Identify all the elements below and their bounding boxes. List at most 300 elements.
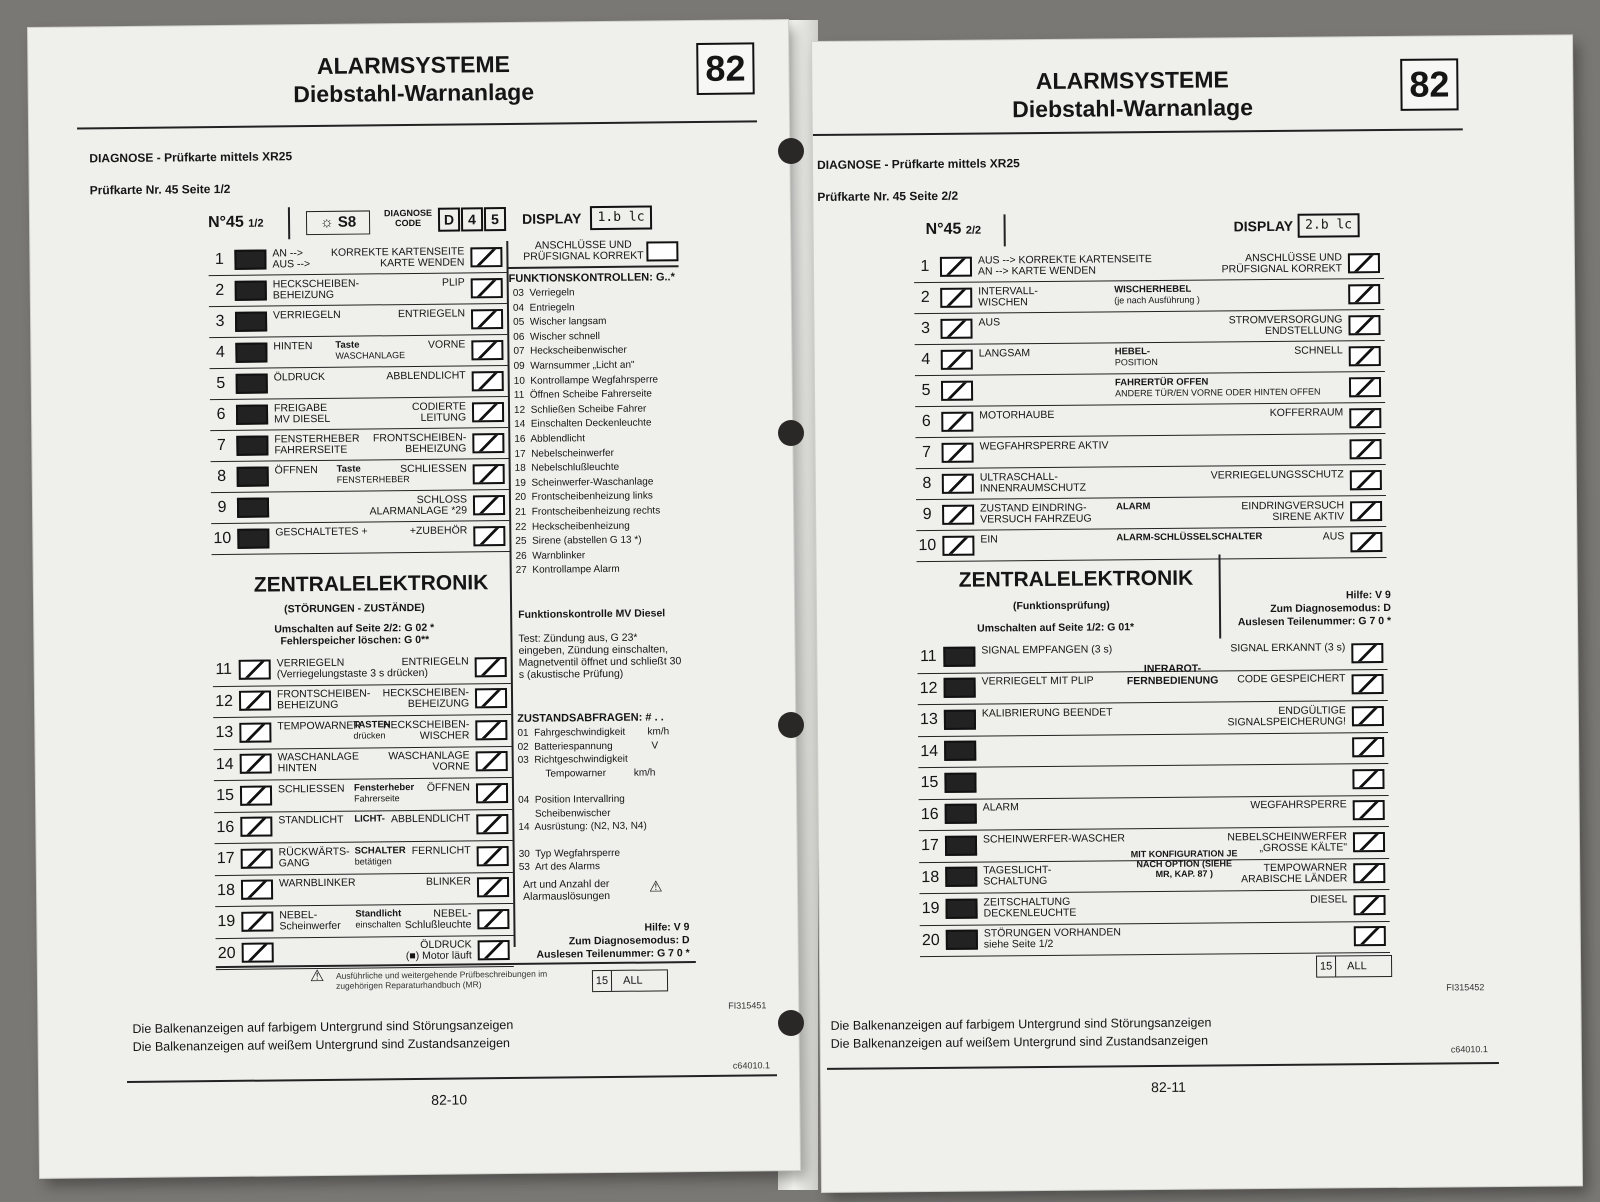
left-label-1: WEGFAHRSPERRE AKTIV <box>979 438 1109 453</box>
right-label-1: ÖFFNEN <box>426 781 471 794</box>
left-bar <box>235 280 267 300</box>
right-bar <box>1349 346 1381 366</box>
right-label-1: ABBLENDLICHT <box>390 812 471 826</box>
right-label-1: DIESEL <box>1310 893 1348 906</box>
left-bar <box>941 349 973 369</box>
right-label-1: NEBEL- <box>433 907 472 920</box>
row-number: 10 <box>918 536 937 555</box>
left-bar <box>941 380 973 400</box>
row-number: 1 <box>920 257 930 276</box>
middle-label-2: einschalten <box>355 918 402 930</box>
list-item: 17 Nebelscheinwerfer <box>514 447 615 460</box>
code-digit: D <box>438 207 460 231</box>
right-bar <box>477 909 509 929</box>
left-bar <box>236 373 268 393</box>
chapter-number: 82 <box>1400 58 1458 111</box>
row-number: 20 <box>217 944 236 962</box>
list-item: 25 Sirene (abstellen G 13 *) <box>515 534 642 548</box>
list-item: Hilfe: V 9 <box>1345 588 1391 602</box>
left-label-2: Scheinwerfer <box>279 919 341 933</box>
right-label-1: ENTRIEGELN <box>397 306 466 320</box>
left-bar <box>239 691 271 711</box>
row-number: 14 <box>215 755 234 773</box>
umschalten-label: Umschalten auf Seite 1/2: G 01* <box>977 621 1135 635</box>
right-bar <box>477 877 509 897</box>
art-label: Art und Anzahl der Alarmauslösungen <box>522 877 611 903</box>
display-value: 2.b lc <box>1298 213 1360 238</box>
left-bar <box>240 785 272 805</box>
right-bar <box>1354 926 1386 946</box>
list-item: 14 Ausrüstung: (N2, N3, N4) <box>518 820 647 833</box>
left-bar <box>240 754 272 774</box>
right-bar <box>476 783 508 803</box>
table-row <box>208 241 506 276</box>
list-item: 09 Warnsummer „Licht an" <box>513 359 635 372</box>
left-label-1: LANGSAM <box>978 346 1031 360</box>
table-row <box>211 458 509 493</box>
row-number: 18 <box>921 868 940 886</box>
right-bar <box>472 433 504 453</box>
left-label-2: (Verriegelungstaste 3 s drücken) <box>276 666 429 681</box>
table-row <box>215 871 513 907</box>
row-number: 3 <box>215 312 225 331</box>
row-number: 16 <box>216 818 235 836</box>
left-label-2: siehe Seite 1/2 <box>983 938 1054 951</box>
row-number: 13 <box>215 723 234 742</box>
left-label-1: STÖRUNGEN VORHANDEN <box>983 926 1121 940</box>
list-item: 30 Typ Wegfahrsperre <box>518 847 621 860</box>
list-item: 10 Kontrollampe Wegfahrsperre <box>513 373 659 387</box>
funktionspruefung-label: (Funktionsprüfung) <box>1012 599 1110 613</box>
anschluesse-bar <box>646 241 678 261</box>
left-label-1: ULTRASCHALL- <box>979 470 1058 484</box>
middle-label-1: ALARM <box>1116 500 1151 512</box>
right-bar <box>1352 737 1384 757</box>
left-page <box>28 20 800 1178</box>
right-label-2: KARTE WENDEN <box>380 255 465 269</box>
left-label-1: AN --> <box>272 246 304 259</box>
list-item: Tempowarner km/h <box>517 766 656 780</box>
binder-hole <box>778 1010 804 1036</box>
middle-label-2: WASCHANLAGE <box>335 349 406 361</box>
left-label-1: HECKSCHEIBEN- <box>272 277 360 290</box>
left-bar <box>235 311 267 331</box>
row-number: 14 <box>920 742 939 760</box>
left-bar <box>940 287 972 307</box>
right-bar <box>475 657 507 677</box>
divider <box>288 207 290 239</box>
right-bar <box>472 402 504 422</box>
row-number: 10 <box>213 529 232 548</box>
right-label-2: ALARMANLAGE *29 <box>369 503 468 517</box>
row-number: 7 <box>922 443 932 462</box>
left-bar <box>945 835 977 855</box>
right-label-1: +ZUBEHÖR <box>409 523 468 537</box>
row-number: 6 <box>216 405 226 424</box>
list-item: 05 Wischer langsam <box>513 316 607 329</box>
right-bar <box>476 814 508 834</box>
right-label-1: FERNLICHT <box>411 844 471 857</box>
row-number: 12 <box>919 679 938 697</box>
right-bar <box>1349 439 1381 459</box>
right-bar <box>471 278 503 298</box>
page-title: ALARMSYSTEME <box>316 50 511 79</box>
row-number: 20 <box>921 931 940 949</box>
list-item: 12 Schließen Scheibe Fahrer <box>513 403 647 416</box>
left-label-2: AN --> KARTE WENDEN <box>977 264 1097 278</box>
list-item: Hilfe: V 9 <box>644 921 690 934</box>
left-bar <box>941 411 973 431</box>
umschalten-label: Umschalten auf Seite 2/2: G 02 * <box>274 621 435 636</box>
anschluesse-label: ANSCHLÜSSE UND PRÜFSIGNAL KORREKT <box>523 238 644 263</box>
binder-hole <box>778 712 804 738</box>
zentral-title: ZENTRALELEKTRONIK <box>253 571 489 597</box>
list-item: 11 Öffnen Scheibe Fahrerseite <box>513 388 652 402</box>
row-number: 1 <box>214 250 224 269</box>
right-label-2: ENDSTELLUNG <box>1264 323 1343 337</box>
right-label-2: SIGNALSPEICHERUNG! <box>1227 715 1346 729</box>
left-bar <box>237 497 269 517</box>
list-item: 26 Warnblinker <box>515 549 586 562</box>
left-label-1: TAGESLICHT- <box>983 864 1052 877</box>
card-line: Prüfkarte Nr. 45 Seite 1/2 <box>89 181 231 198</box>
right-page <box>812 35 1582 1192</box>
table-row <box>213 714 511 750</box>
left-bar <box>239 722 271 742</box>
code-digit: 4 <box>461 207 483 231</box>
divider <box>509 265 679 268</box>
display-value: 1.b lc <box>590 205 652 230</box>
list-item: Zum Diagnosemodus: D <box>1270 601 1392 616</box>
left-bar <box>235 342 267 362</box>
right-bar <box>475 720 507 740</box>
right-label-1: PLIP <box>441 275 465 289</box>
left-label-1: INTERVALL- <box>978 284 1038 298</box>
card-number: N°45 1/2 <box>207 213 264 232</box>
list-item: 07 Heckscheibenwischer <box>513 345 627 358</box>
right-bar <box>1349 377 1381 397</box>
list-item: 01 Fahrgeschwindigkeit km/h <box>517 726 670 739</box>
row-number: 17 <box>216 849 235 868</box>
left-label-1: RÜCKWÄRTS- <box>278 845 350 859</box>
left-label-1: SIGNAL EMPFANGEN (3 s) <box>981 643 1113 657</box>
row-number: 19 <box>217 912 236 931</box>
right-label-1: CODIERTE <box>411 399 467 413</box>
middle-label-2: drücken <box>353 730 386 741</box>
list-item: 14 Einschalten Deckenleuchte <box>514 417 652 431</box>
row-number: 9 <box>922 505 932 524</box>
left-label-1: GESCHALTETES + <box>275 524 368 538</box>
right-bar <box>471 309 503 329</box>
display-label: DISPLAY <box>1233 217 1294 235</box>
diagnose-line: DIAGNOSE - Prüfkarte mittels XR25 <box>89 149 293 166</box>
left-label-1: NEBEL- <box>279 908 318 922</box>
right-bar <box>1350 501 1382 521</box>
right-label-1: ENDGÜLTIGE <box>1278 704 1346 717</box>
right-bar <box>1348 315 1380 335</box>
left-label-1: AUS <box>978 315 1001 329</box>
table-row <box>214 745 512 781</box>
list-item: 02 Batteriespannung V <box>517 739 659 753</box>
row-number: 8 <box>922 474 932 493</box>
right-label-2: PRÜFSIGNAL KORREKT <box>1221 261 1343 275</box>
right-label-1: KORREKTE KARTENSEITE <box>330 244 465 259</box>
left-label-1: SCHEINWERFER-WASCHER <box>982 832 1125 846</box>
footnote-2: Die Balkenanzeigen auf weißem Untergrund sind Zustandsanzeigen <box>830 1033 1209 1051</box>
page-number: 82-10 <box>431 1091 468 1108</box>
right-label-2: BEHEIZUNG <box>407 697 470 711</box>
middle-label-1: LICHT- <box>354 813 385 825</box>
row-number: 12 <box>215 692 234 710</box>
row-number: 13 <box>919 710 938 729</box>
left-label-1: MOTORHAUBE <box>979 408 1055 422</box>
table-row <box>916 526 1386 562</box>
left-bar <box>234 249 266 269</box>
left-label-1: WASCHANLAGE <box>277 750 360 764</box>
right-label-1: ANSCHLÜSSE UND <box>1244 250 1342 264</box>
left-label-1: SCHLIESSEN <box>277 782 345 796</box>
left-label-2: BEHEIZUNG <box>272 288 335 301</box>
warning-icon: ⚠ <box>648 878 663 896</box>
page-subtitle: Diebstahl-Warnanlage <box>1012 94 1254 123</box>
middle-label-1: TASTEN <box>353 718 391 731</box>
right-label-1: NEBELSCHEINWERFER <box>1227 830 1348 844</box>
func-title: FUNKTIONSKONTROLLEN: G..* <box>508 271 675 285</box>
card-line: Prüfkarte Nr. 45 Seite 2/2 <box>817 188 959 204</box>
warning-icon: ⚠ <box>309 967 325 986</box>
left-label-1: TEMPOWARNER <box>277 719 362 733</box>
list-item: 22 Heckscheibenheizung <box>515 520 630 533</box>
row-number: 15 <box>920 773 939 792</box>
left-bar <box>945 867 977 887</box>
table-row <box>211 520 509 555</box>
bottom-box: 15 ALL <box>592 969 668 992</box>
page-number: 82-11 <box>1151 1078 1186 1096</box>
list-item: 16 Abblendlicht <box>514 433 586 445</box>
stoerungen-label: (STÖRUNGEN - ZUSTÄNDE) <box>284 601 425 616</box>
doc-code: c64010.1 <box>1450 1044 1488 1055</box>
right-bar <box>470 247 502 267</box>
row-number: 8 <box>217 467 227 486</box>
zustand-title: ZUSTANDSABFRAGEN: # . . <box>517 711 664 725</box>
right-label-1: AUS <box>1322 529 1345 543</box>
mv-title: Funktionskontrolle MV Diesel <box>518 607 666 621</box>
middle-label-1: Standlicht <box>355 907 402 920</box>
right-bar <box>1353 863 1385 883</box>
right-bar <box>472 371 504 391</box>
table-row <box>209 303 507 338</box>
right-label-1: SCHLOSS <box>416 492 468 506</box>
right-bar <box>478 940 510 960</box>
left-label-2: VERSUCH FAHRZEUG <box>980 512 1092 526</box>
right-label-1: ÖLDRUCK <box>420 938 472 952</box>
right-label-1: TEMPOWARNER <box>1263 861 1348 875</box>
left-bar <box>237 528 269 548</box>
row-number: 9 <box>217 498 227 517</box>
right-label-1: CODE GESPEICHERT <box>1237 672 1346 686</box>
left-bar <box>944 709 976 729</box>
left-label-1: ÖLDRUCK <box>273 370 326 383</box>
left-label-1: EIN <box>980 532 998 546</box>
left-bar <box>942 535 974 555</box>
sun-s8-box: ☼ S8 <box>306 210 370 235</box>
left-label-2: SCHALTUNG <box>983 875 1048 888</box>
left-bar <box>940 256 972 276</box>
middle-label-2: ANDERE TÜR/EN VORNE ODER HINTEN OFFEN <box>1115 386 1321 398</box>
right-bar <box>476 751 508 771</box>
right-label-2: ARABISCHE LÄNDER <box>1241 872 1348 886</box>
left-label-1: FRONTSCHEIBEN- <box>276 687 371 701</box>
right-label-1: HECKSCHEIBEN- <box>382 718 470 732</box>
table-row <box>209 272 507 307</box>
table-row <box>918 763 1388 800</box>
left-bar <box>236 404 268 424</box>
right-bar <box>1350 532 1382 552</box>
binder-hole <box>778 420 804 446</box>
right-label-1: SCHLIESSEN <box>400 461 467 475</box>
list-item: 03 Verriegeln <box>512 287 575 299</box>
right-label-1: SIGNAL ERKANNT (3 s) <box>1230 641 1346 655</box>
list-item: 04 Entriegeln <box>512 301 575 314</box>
right-bar <box>1353 800 1385 820</box>
middle-label-2: FENSTERHEBER <box>336 473 410 485</box>
left-label-2: HINTEN <box>277 762 317 775</box>
row-number: 5 <box>921 381 931 400</box>
left-label-2: FAHRERSEITE <box>274 443 348 456</box>
row-number: 11 <box>919 647 937 666</box>
middle-label-1: SCHALTER <box>354 844 406 857</box>
right-label-2: „GROSSE KÄLTE" <box>1259 841 1348 854</box>
right-label-1: VERRIEGELUNGSSCHUTZ <box>1210 467 1344 482</box>
middle-label-2: POSITION <box>1114 356 1158 367</box>
row-number: 19 <box>921 899 940 918</box>
right-label-1: WEGFAHRSPERRE <box>1250 798 1347 812</box>
right-label-1: STROMVERSORGUNG <box>1228 312 1343 326</box>
left-bar <box>946 930 978 950</box>
footnote-2: Die Balkenanzeigen auf weißem Untergrund sind Zustandsanzeigen <box>132 1036 511 1054</box>
left-bar <box>942 504 974 524</box>
right-label-2: VORNE <box>432 760 470 774</box>
table-row <box>919 889 1389 926</box>
table-row <box>209 334 507 369</box>
middle-label-1: HEBEL- <box>1114 345 1151 357</box>
display-label: DISPLAY <box>521 210 582 227</box>
list-item: Zum Diagnosemodus: D <box>568 934 690 948</box>
left-label-2: INNENRAUMSCHUTZ <box>979 481 1087 495</box>
table-row <box>213 682 511 718</box>
ref-code: FI315452 <box>1446 982 1485 993</box>
left-label-1: STANDLICHT <box>278 813 344 827</box>
row-number: 2 <box>215 281 225 300</box>
left-bar <box>944 772 976 792</box>
zustand-list <box>517 725 670 874</box>
right-label-1: VORNE <box>427 337 466 351</box>
left-bar <box>941 442 973 462</box>
list-item: 20 Frontscheibenheizung links <box>514 490 653 504</box>
right-label-2: Schlußleuchte <box>404 918 472 931</box>
row-number: 7 <box>216 436 226 455</box>
right-rows-1-10 <box>914 247 1384 555</box>
list-item: 19 Scheinwerfer-Waschanlage <box>514 476 654 489</box>
middle-label-1: ALARM-SCHLÜSSELSCHALTER <box>1116 530 1263 543</box>
infrarot-label: INFRAROT-FERNBEDIENUNG <box>1126 662 1219 688</box>
left-label-1: VERRIEGELN <box>272 308 341 321</box>
card-number: N°45 2/2 <box>925 220 982 239</box>
list-item: Auslesen Teilenummer: G 7 0 * <box>1237 614 1392 629</box>
table-row <box>210 365 508 400</box>
hilfe-block <box>517 921 689 962</box>
right-bar <box>475 688 507 708</box>
left-label-1: ZUSTAND EINDRING- <box>980 501 1087 515</box>
left-label-2: DECKENLEUCHTE <box>983 906 1077 920</box>
left-bar <box>942 473 974 493</box>
right-bar <box>471 340 503 360</box>
table-row <box>215 840 513 876</box>
table-row <box>213 651 511 687</box>
header-rule <box>77 120 757 129</box>
row-number: 4 <box>215 343 225 362</box>
right-bar <box>1350 470 1382 490</box>
middle-label-2: betätigen <box>354 855 392 867</box>
right-bar <box>473 495 505 515</box>
right-label-1: SCHNELL <box>1294 343 1343 357</box>
left-label-1: HINTEN <box>273 339 313 352</box>
left-rows-11-20 <box>213 651 513 963</box>
left-bar <box>240 817 272 837</box>
left-bar <box>236 435 268 455</box>
list-item: 04 Position Intervallring <box>518 793 625 806</box>
right-bar <box>473 526 505 546</box>
page-title: ALARMSYSTEME <box>1035 66 1229 95</box>
right-bar <box>477 846 509 866</box>
table-row <box>919 794 1389 831</box>
hilfe-block <box>1221 589 1391 629</box>
list-item: 53 Art des Alarms <box>518 861 601 873</box>
list-item: 06 Wischer schnell <box>513 330 601 343</box>
left-bar <box>944 741 976 761</box>
func-list <box>513 285 661 578</box>
row-number: 16 <box>920 805 939 823</box>
right-label-1: FRONTSCHEIBEN- <box>372 430 467 444</box>
right-bar <box>1353 832 1385 852</box>
left-bar <box>241 880 273 900</box>
table-row <box>214 808 512 844</box>
left-label-1: FREIGABE <box>273 401 328 414</box>
middle-label-1: FAHRERTÜR OFFEN <box>1114 376 1209 388</box>
row-number: 6 <box>921 412 931 431</box>
footer-rule <box>127 1074 777 1082</box>
left-label-2: MV DIESEL <box>274 412 331 425</box>
right-label-2: SIRENE AKTIV <box>1272 509 1345 523</box>
bottom-box: 15 ALL <box>1316 955 1392 978</box>
row-number: 18 <box>217 881 236 899</box>
bottom-note: Ausführliche und weitergehende Prüfbeschreibungen im zugehörigen Reparaturhandbuch (MR) <box>335 968 548 991</box>
left-label-1: VERRIEGELT MIT PLIP <box>981 674 1094 688</box>
left-bar <box>239 659 271 679</box>
left-label-2: WISCHEN <box>978 295 1028 309</box>
list-item: Scheibenwischer <box>518 807 611 820</box>
right-bar <box>1353 895 1385 915</box>
diagnose-line: DIAGNOSE - Prüfkarte mittels XR25 <box>817 156 1020 172</box>
left-bar <box>237 466 269 486</box>
table-row <box>920 920 1390 957</box>
left-label-1: KALIBRIERUNG BEENDET <box>981 706 1113 720</box>
left-label-1: ÖFFNEN <box>274 463 318 476</box>
left-label-2: BEHEIZUNG <box>277 699 339 712</box>
right-label-1: EINDRINGVERSUCH <box>1241 498 1345 512</box>
list-item: 27 Kontrollampe Alarm <box>515 564 620 577</box>
table-row <box>214 777 512 813</box>
